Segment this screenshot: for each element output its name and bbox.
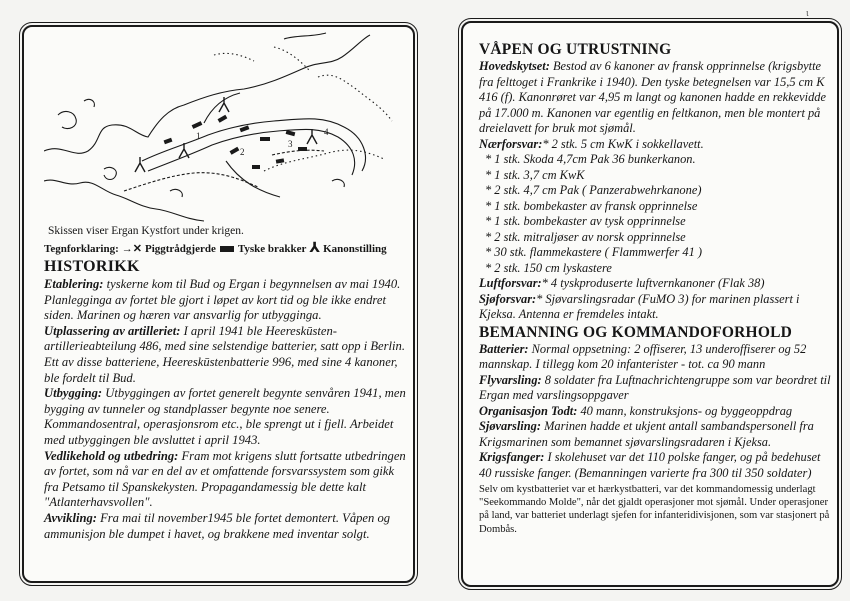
- paragraph-text: tyskerne kom til Bud og Ergan i begynnelsen av mai 1940. Planleggingа av fortet ble gjort i løpet av kort tid og ble ikke endret siden. Marinen og hæren var ansvarlig for utbygginga.: [44, 277, 401, 323]
- road: [142, 119, 365, 171]
- gun-position-icon: ⅄: [309, 241, 321, 256]
- barracks-markers: [164, 115, 307, 169]
- history-paragraph: [44, 324, 406, 386]
- paragraph-label: Sjøvarsling:: [479, 419, 541, 433]
- sea-defence-paragraph: [479, 292, 831, 323]
- paragraph-text: I april 1941 ble Heereskūsten-artillerieabteilung 486, med sine selstendige batterier, satt opp i Berlin. Ett av disse batteriene, Heereskūstenbatterie 996, med sine 4 kanoner, ble fordelt til Bud.: [44, 323, 405, 385]
- paragraph-text: Fram mot krigens slutt fortsatte utbedringen av fortet, som nå var en del av et omfattende forsvarssystem som gikk fra Petsamo til Spanskekysten. Propagandamessig ble dette kalt "Atlanterhavsvollen".: [44, 448, 406, 510]
- paragraph-text: Utbyggingen av fortet generelt begynte senvåren 1941, men bygging av tunneler og standplasser begynte noe senere. Kommandosentral, operasjonsrom etc., ble sprengt ut i fjell. Arbeidet med utbyggingen ble avsluttet i april 1943.: [44, 386, 406, 447]
- paragraph-label: Nærforsvar:: [479, 136, 543, 151]
- right-page-panel: [461, 21, 839, 587]
- paragraph-text: I skolehuset var det 110 polske fanger, og på bedehuset 40 russiske fanger. (Bemanningen varierte fra 300 til 350 soldater): [479, 450, 821, 480]
- paragraph-text: * 4 tyskproduserte luftvernkanoner (Flak 38): [541, 276, 765, 290]
- paragraph-label: Krigsfanger:: [479, 450, 545, 464]
- paragraph-label: Flyvarsling:: [479, 372, 542, 387]
- paragraph-label: Luftforsvar:: [479, 276, 542, 290]
- history-paragraph: [44, 511, 406, 542]
- staffing-heading: BEMANNING OG KOMMANDOFORHOLD: [479, 323, 793, 341]
- close-defence-paragraph: [479, 137, 831, 153]
- map-number-3: 3: [288, 139, 293, 149]
- corner-mark: ι: [806, 8, 809, 19]
- legend-gun-position: Kanonstilling: [323, 242, 387, 255]
- legend-barbed-wire: Piggtrådgjerde: [144, 242, 216, 255]
- list-item: * 1 stk. bombekaster av tysk opprinnelse: [485, 214, 686, 228]
- paragraph-text: * Sjøvarslingsradar (FuMO 3) for marinen plassert i Kjeksa. Antenna er fremdeles intakt.: [479, 291, 800, 321]
- paragraph-label: Etablering:: [44, 277, 104, 291]
- staffing-paragraph: [479, 373, 831, 404]
- map-number-2: 2: [240, 147, 245, 157]
- paragraph-text: Fra mai til november1945 ble fortet demontert. Våpen og ammunisjon ble dumpet i havet, og brakkene med inventar solgt.: [44, 510, 391, 541]
- list-item: * 1 stk. bombekaster av fransk opprinnelse: [485, 198, 698, 213]
- list-item: * 1 stk. Skoda 4,7cm Pak 36 bunkerkanon.: [485, 152, 696, 166]
- weapons-section: [479, 41, 831, 536]
- paragraph-label: Avvikling:: [44, 510, 97, 525]
- fort-sketch-map: [44, 31, 396, 227]
- weapons-list: [479, 152, 831, 276]
- left-page-panel: [22, 25, 415, 583]
- history-paragraph: [44, 449, 406, 511]
- main-armament-paragraph: [479, 59, 831, 137]
- paragraph-label: Sjøforsvar:: [479, 291, 537, 306]
- list-item: * 30 stk. flammekastere ( Flammwerfer 41 ): [485, 245, 703, 259]
- paragraph-text: Normal oppsetning: 2 offiserer, 13 underoffiserer og 52 mannskap. I tillegg kom 20 infanterister - tot. ca 90 mann: [479, 341, 807, 371]
- legend-barracks: Tyske brakker: [237, 242, 307, 255]
- air-defence-paragraph: [479, 276, 831, 292]
- list-item: * 2 stk. mitraljøser av norsk opprinnelse: [485, 229, 686, 244]
- staffing-paragraph: [479, 404, 831, 420]
- legend-label: Tegnforklaring:: [44, 242, 119, 255]
- staffing-paragraph: [479, 342, 831, 373]
- paragraph-label: Organisasjon Todt:: [479, 403, 578, 418]
- paragraph-text: Marinen hadde et ukjent antall sambandspersonell fra Krigsmarinen som bemannet sjøvarslingsradaren i Kjeksa.: [479, 419, 814, 449]
- barbed-wire: [124, 173, 258, 191]
- paragraph-label: Batterier:: [479, 341, 529, 356]
- weapons-heading: VÅPEN OG UTRUSTNING: [479, 41, 672, 58]
- list-item: * 2 stk. 150 cm lyskastere: [485, 260, 612, 275]
- paragraph-label: Hovedskytset:: [479, 59, 550, 73]
- paragraph-label: Utbygging:: [44, 386, 103, 401]
- history-section: [44, 257, 406, 542]
- paragraph-text: * 2 stk. 5 cm KwK i sokkellavett.: [542, 136, 704, 151]
- history-paragraph: [44, 277, 406, 324]
- terrain-boundary: [318, 75, 392, 121]
- paragraph-text: Bestod av 6 kanoner av fransk opprinnelse (krigsbytte fra felttoget i Frankrike i 1940). Den tyske betegnelsen var 15,5 cm K 416 (f). Kanonrøret var 4,95 m langt og kanonen hadde en rekkevidde på 17.000 m. Kanonen var egentlig en feltkanon, men ble montert på dreielavett for bruk mot sjømål.: [479, 59, 826, 135]
- list-item: * 2 stk. 4,7 cm Pak ( Panzerabwehrkanone): [485, 183, 702, 197]
- paragraph-text: 40 mann, konstruksjons- og byggeoppdrag: [577, 403, 793, 418]
- staffing-paragraph: [479, 419, 831, 450]
- paragraph-text: 8 soldater fra Luftnachrichtengruppe som var beordret til Ergan med varslingsoppgaver: [479, 372, 831, 402]
- barracks-icon: [220, 246, 234, 252]
- history-paragraph: [44, 386, 406, 448]
- list-item: * 1 stk. 3,7 cm KwK: [485, 167, 585, 182]
- barbed-wire-icon: →✕: [121, 243, 142, 255]
- history-heading: HISTORIKK: [44, 258, 140, 275]
- paragraph-label: Vedlikehold og utbedring:: [44, 448, 179, 463]
- staffing-paragraph: [479, 450, 831, 481]
- map-caption: Skissen viser Ergan Kystfort under krigen.: [48, 225, 244, 237]
- paragraph-label: Utplassering av artilleriet:: [44, 323, 181, 338]
- map-legend: [44, 240, 387, 257]
- terrain-blob: [58, 112, 76, 129]
- command-footnote: Selv om kystbatteriet var et hærkystbatteri, var det kommandomessig underlagt "Seekommando Molde", når det gjaldt operasjoner mot sjømål. Under operasjoner på land, var batteriet underlagt sjefen for infanteridivisjonen, som var stasjonert på Dombås.: [479, 484, 830, 535]
- map-number-4: 4: [324, 127, 329, 137]
- map-number-1: 1: [196, 131, 201, 141]
